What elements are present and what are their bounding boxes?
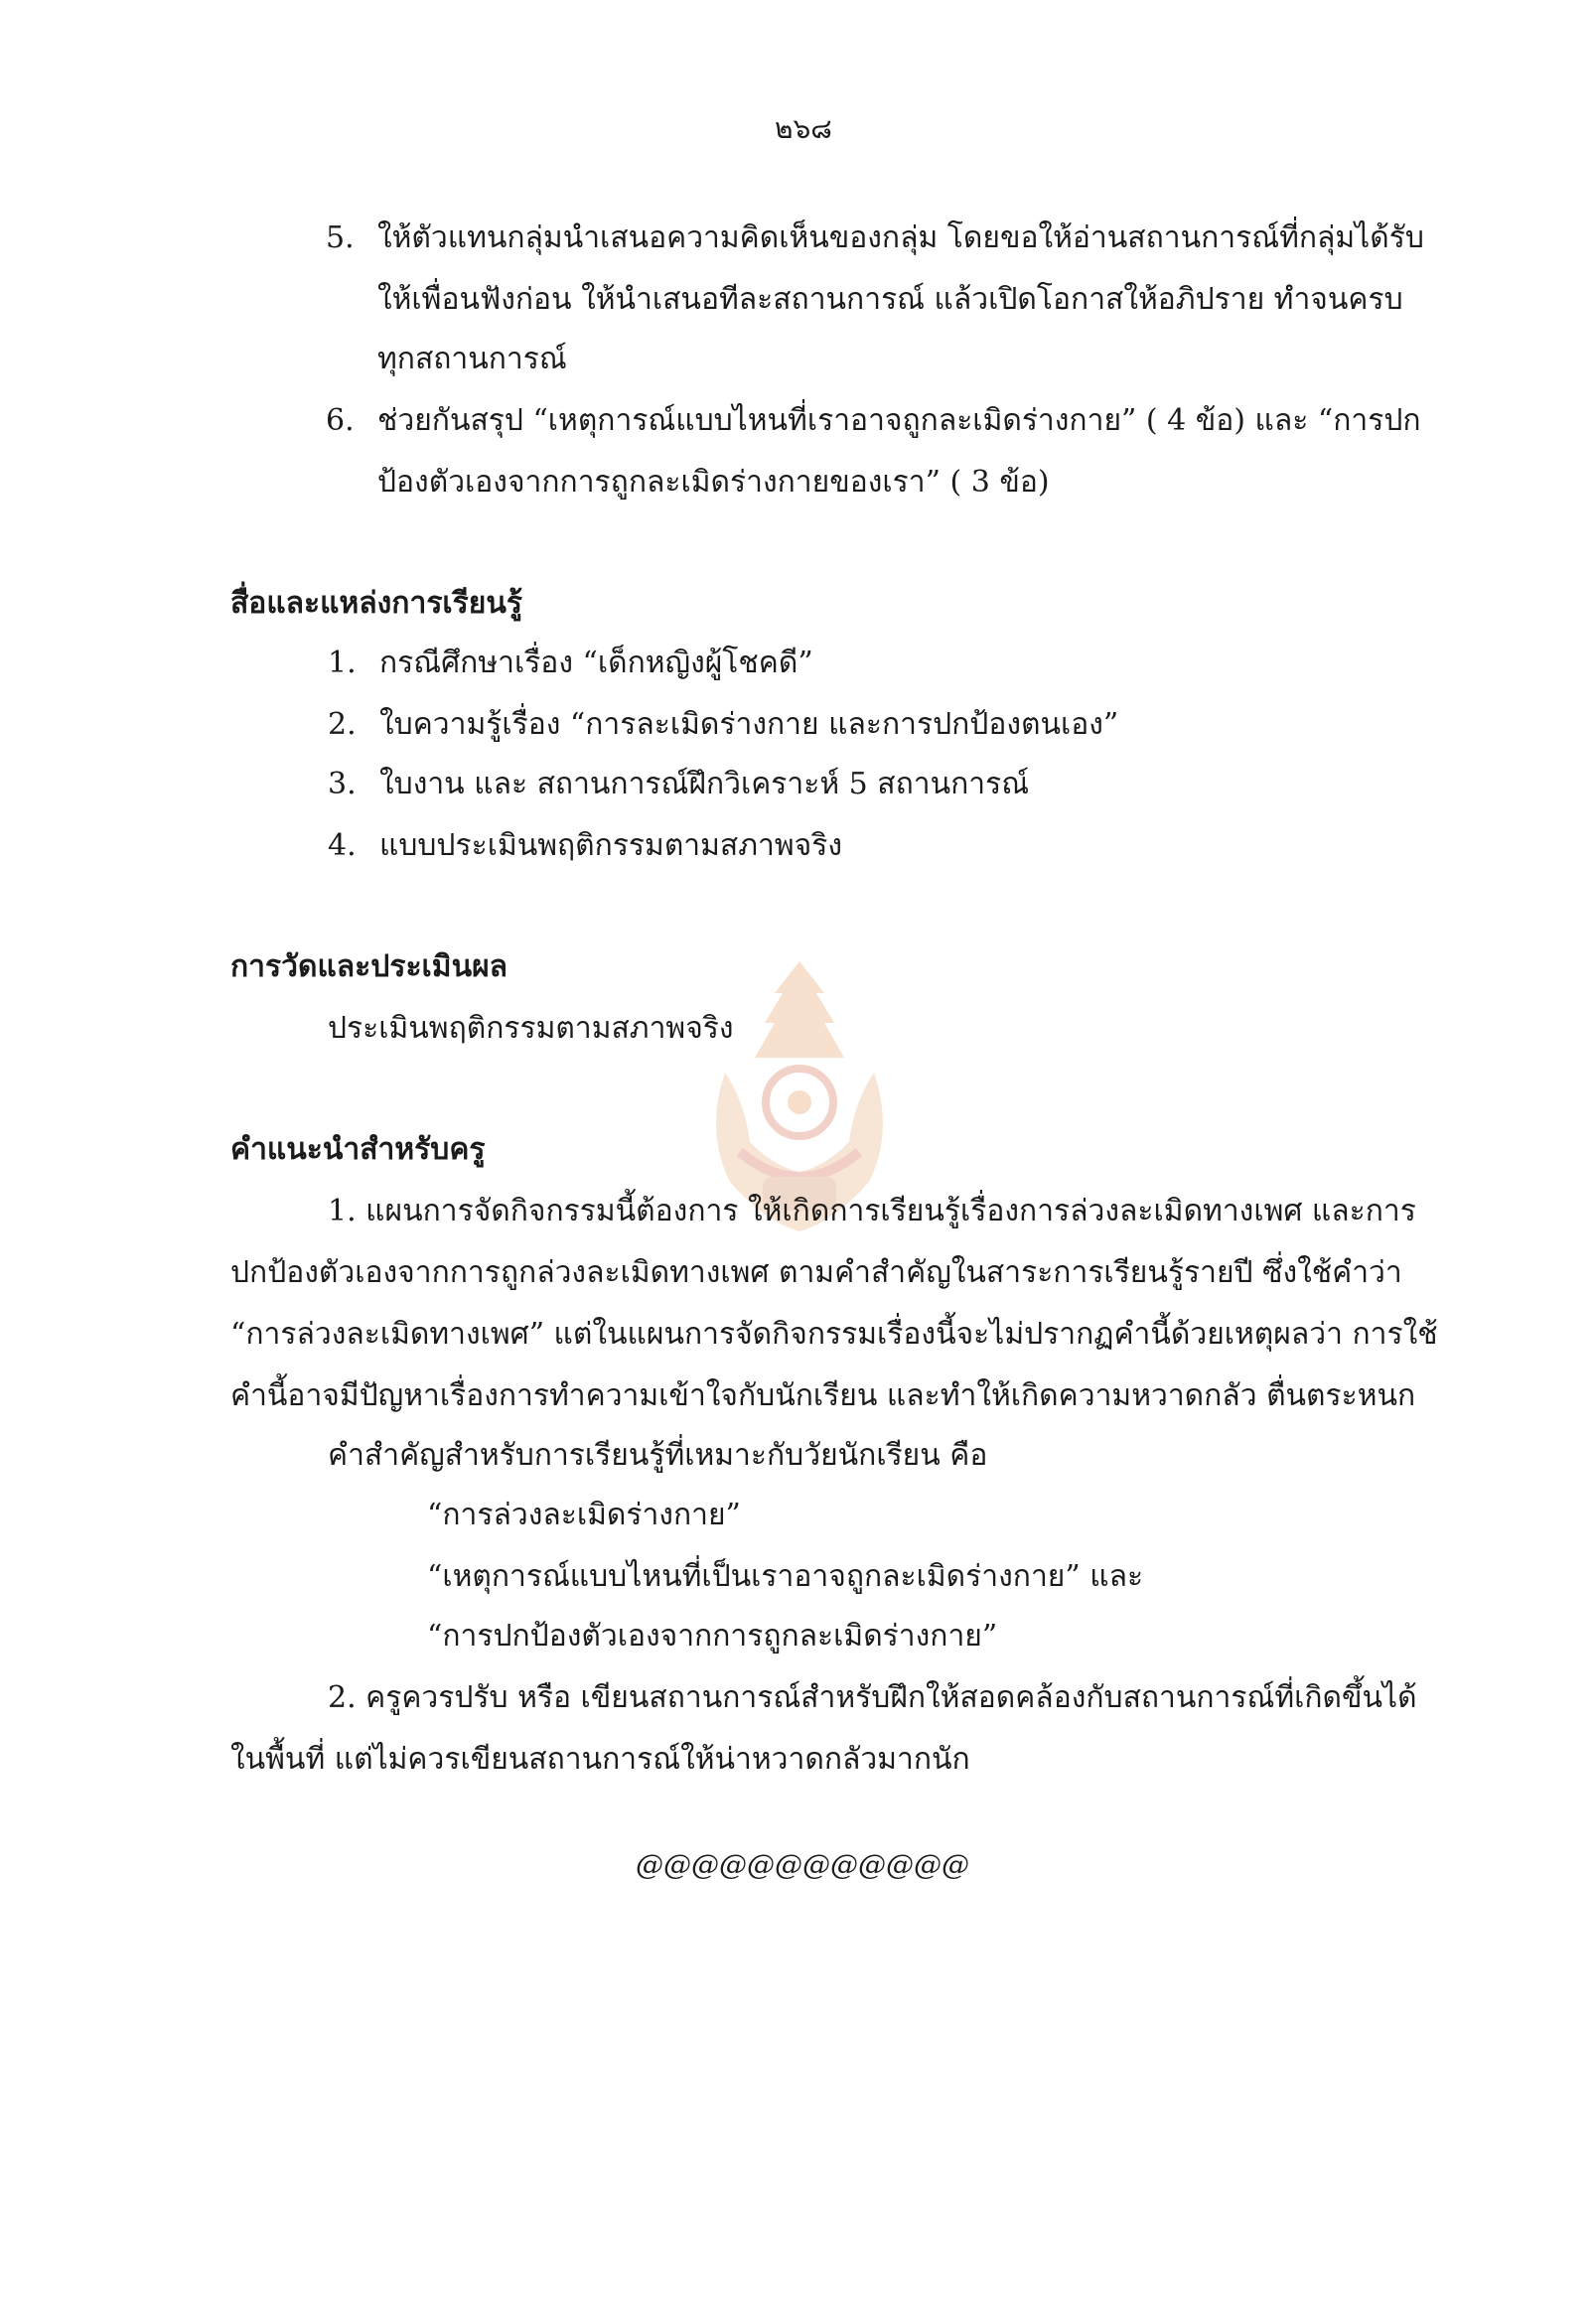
media-item-3-text: ใบงาน และ สถานการณ์ฝึกวิเคราะห์ 5 สถานการณ์ [379,767,1030,801]
media-item-1-text: กรณีศึกษาเรื่อง “เด็กหญิงผู้โชคดี” [379,646,813,680]
evaluation-heading: การวัดและประเมินผล [230,949,508,984]
keyword-1: “การล่วงละเมิดร่างกาย” [427,1498,741,1532]
advice-p2-line-1: 2. ครูควรปรับ หรือ เขียนสถานการณ์สำหรับฝึกให้สอดคล้องกับสถานการณ์ที่เกิดขึ้นได้ [328,1680,1417,1715]
advice-p2-line-2: ในพื้นที่ แต่ไม่ควรเขียนสถานการณ์ให้น่าหวาดกลัวมากนัก [230,1742,970,1777]
step-6-number: 6. [326,403,355,438]
advice-p1-line-3: “การล่วงละเมิดทางเพศ” แต่ในแผนการจัดกิจกรรมเรื่องนี้จะไม่ปรากฏคำนี้ด้วยเหตุผลว่า การใช้ [230,1317,1438,1352]
keyword-2: “เหตุการณ์แบบไหนที่เป็นเราอาจถูกละเมิดร่างกาย” และ [427,1559,1144,1594]
advice-p1-line-1: 1. แผนการจัดกิจกรรมนี้ต้องการ ให้เกิดการเรียนรู้เรื่องการล่วงละเมิดทางเพศ และการ [328,1194,1416,1228]
step-6-line-1: ช่วยกันสรุป “เหตุการณ์แบบไหนที่เราอาจถูกละเมิดร่างกาย” ( 4 ข้อ) และ “การปก [377,403,1421,438]
media-item-2-text: ใบความรู้เรื่อง “การละเมิดร่างกาย และการปกป้องตนเอง” [379,707,1119,742]
media-item-3-number: 3. [328,767,357,801]
evaluation-text: ประเมินพฤติกรรมตามสภาพจริง [328,1011,734,1046]
media-heading: สื่อและแหล่งการเรียนรู้ [230,586,522,621]
media-item-4-text: แบบประเมินพฤติกรรมตามสภาพจริง [379,828,842,863]
advice-heading: คำแนะนำสำหรับครู [230,1132,486,1167]
end-mark: @@@@@@@@@@@@ [636,1848,969,1881]
step-6-line-2: ป้องตัวเองจากการถูกละเมิดร่างกายของเรา” ( 3 ข้อ) [377,465,1050,500]
step-5-line-3: ทุกสถานการณ์ [377,342,567,376]
media-item-4 [328,826,842,866]
step-5-line-1: ให้ตัวแทนกลุ่มนำเสนอความคิดเห็นของกลุ่ม โดยขอให้อ่านสถานการณ์ที่กลุ่มได้รับ [377,220,1424,255]
step-5-number: 5. [326,220,355,255]
media-item-2-number: 2. [328,707,357,742]
media-item-1 [328,644,813,683]
advice-p1-line-2: ปกป้องตัวเองจากการถูกล่วงละเมิดทางเพศ ตามคำสำคัญในสาระการเรียนรู้รายปี ซึ่งใช้คำว่า [230,1255,1402,1290]
step-5-line-2: ให้เพื่อนฟังก่อน ให้นำเสนอทีละสถานการณ์ แล้วเปิดโอกาสให้อภิปราย ทำจนครบ [377,282,1403,317]
media-item-4-number: 4. [328,828,357,863]
advice-p1-line-4: คำนี้อาจมีปัญหาเรื่องการทำความเข้าใจกับนักเรียน และทำให้เกิดความหวาดกลัว ตื่นตระหนก [230,1378,1416,1413]
media-item-1-number: 1. [328,646,357,680]
keyword-3: “การปกป้องตัวเองจากการถูกละเมิดร่างกาย” [427,1619,998,1654]
page-number: ๒๖๘ [775,112,832,145]
keywords-intro: คำสำคัญสำหรับการเรียนรู้ที่เหมาะกับวัยนักเรียน คือ [328,1438,988,1473]
media-item-2 [328,705,1118,745]
media-item-3 [328,765,1029,804]
